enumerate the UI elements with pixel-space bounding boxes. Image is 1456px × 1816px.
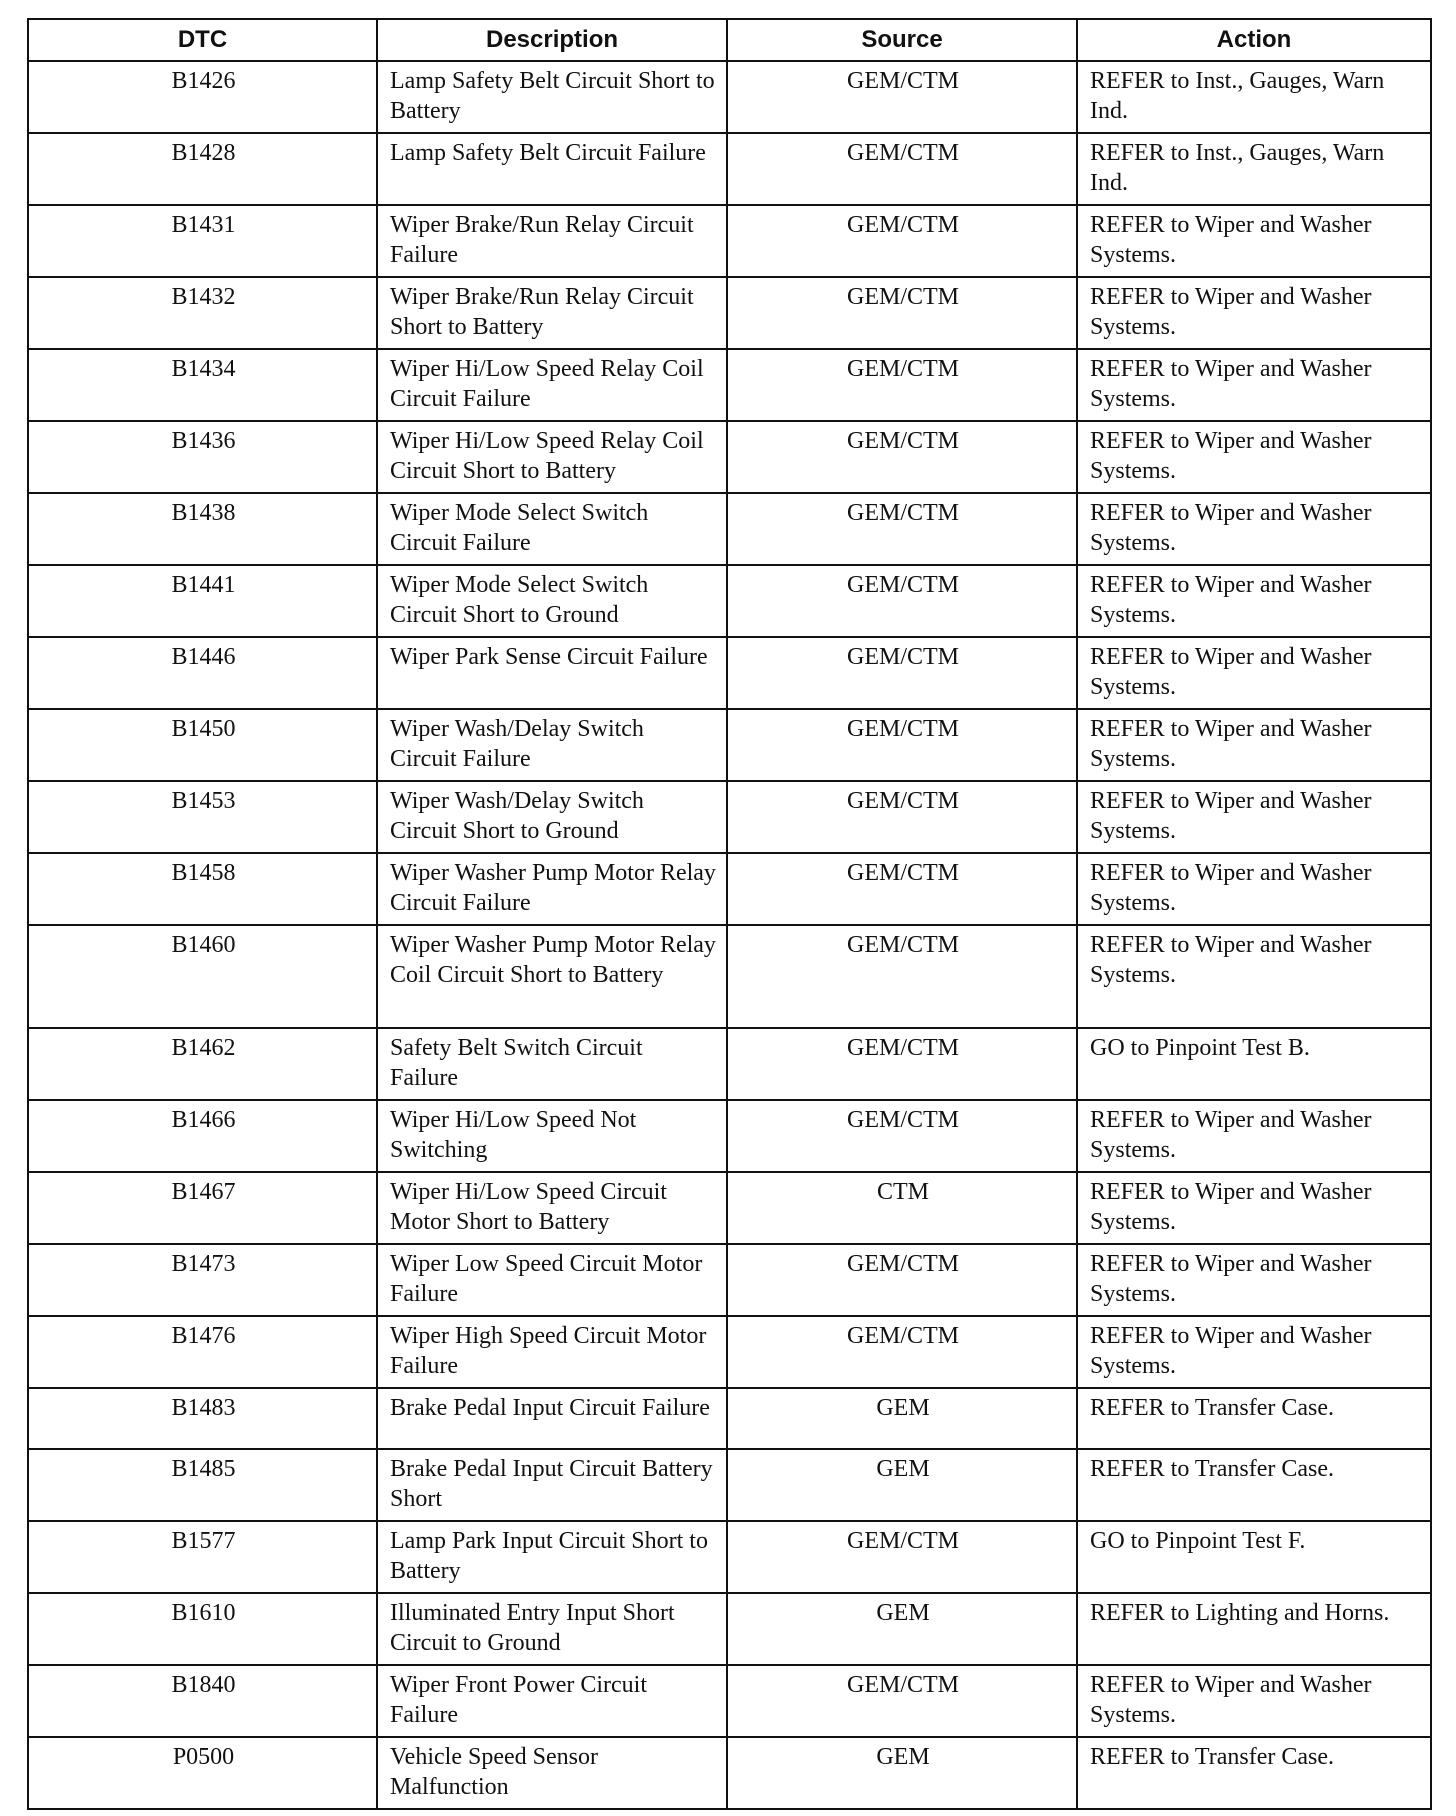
dtc-code-cell: B1610 bbox=[28, 1593, 377, 1665]
action-cell: REFER to Wiper and Washer Systems. bbox=[1077, 205, 1431, 277]
source-cell: GEM bbox=[727, 1449, 1077, 1521]
table-row bbox=[28, 1388, 1431, 1449]
dtc-code-cell: B1483 bbox=[28, 1388, 377, 1449]
source-cell: GEM/CTM bbox=[727, 133, 1077, 205]
dtc-code-cell: B1426 bbox=[28, 61, 377, 133]
header-source: Source bbox=[727, 19, 1077, 61]
dtc-code-cell: P0500 bbox=[28, 1737, 377, 1809]
table-row bbox=[28, 1521, 1431, 1593]
dtc-table-sheet bbox=[27, 18, 1430, 1810]
dtc-code-cell: B1428 bbox=[28, 133, 377, 205]
action-cell: REFER to Wiper and Washer Systems. bbox=[1077, 925, 1431, 1028]
dtc-code-cell: B1453 bbox=[28, 781, 377, 853]
dtc-code-cell: B1446 bbox=[28, 637, 377, 709]
action-cell: REFER to Wiper and Washer Systems. bbox=[1077, 349, 1431, 421]
source-cell: GEM/CTM bbox=[727, 781, 1077, 853]
table-row bbox=[28, 1172, 1431, 1244]
action-cell: REFER to Wiper and Washer Systems. bbox=[1077, 1665, 1431, 1737]
action-cell: REFER to Inst., Gauges, Warn Ind. bbox=[1077, 133, 1431, 205]
description-cell: Wiper Mode Select Switch Circuit Failure bbox=[377, 493, 727, 565]
table-row bbox=[28, 205, 1431, 277]
table-row bbox=[28, 1316, 1431, 1388]
source-cell: GEM/CTM bbox=[727, 925, 1077, 1028]
action-cell: REFER to Wiper and Washer Systems. bbox=[1077, 1100, 1431, 1172]
action-cell: REFER to Wiper and Washer Systems. bbox=[1077, 421, 1431, 493]
description-cell: Lamp Safety Belt Circuit Failure bbox=[377, 133, 727, 205]
description-cell: Wiper Washer Pump Motor Relay Circuit Failure bbox=[377, 853, 727, 925]
source-cell: GEM bbox=[727, 1388, 1077, 1449]
table-row bbox=[28, 925, 1431, 1028]
dtc-code-cell: B1432 bbox=[28, 277, 377, 349]
description-cell: Illuminated Entry Input Short Circuit to Ground bbox=[377, 1593, 727, 1665]
action-cell: REFER to Wiper and Washer Systems. bbox=[1077, 277, 1431, 349]
action-cell: REFER to Transfer Case. bbox=[1077, 1737, 1431, 1809]
description-cell: Wiper Low Speed Circuit Motor Failure bbox=[377, 1244, 727, 1316]
table-row bbox=[28, 1593, 1431, 1665]
action-cell: REFER to Transfer Case. bbox=[1077, 1449, 1431, 1521]
description-cell: Wiper Wash/Delay Switch Circuit Short to Ground bbox=[377, 781, 727, 853]
table-row bbox=[28, 853, 1431, 925]
action-cell: GO to Pinpoint Test B. bbox=[1077, 1028, 1431, 1100]
dtc-code-cell: B1473 bbox=[28, 1244, 377, 1316]
dtc-code-cell: B1434 bbox=[28, 349, 377, 421]
dtc-code-cell: B1577 bbox=[28, 1521, 377, 1593]
dtc-code-cell: B1436 bbox=[28, 421, 377, 493]
description-cell: Wiper High Speed Circuit Motor Failure bbox=[377, 1316, 727, 1388]
source-cell: GEM bbox=[727, 1593, 1077, 1665]
action-cell: REFER to Wiper and Washer Systems. bbox=[1077, 637, 1431, 709]
description-cell: Brake Pedal Input Circuit Failure bbox=[377, 1388, 727, 1449]
source-cell: GEM/CTM bbox=[727, 709, 1077, 781]
source-cell: GEM/CTM bbox=[727, 493, 1077, 565]
description-cell: Lamp Park Input Circuit Short to Battery bbox=[377, 1521, 727, 1593]
dtc-code-cell: B1476 bbox=[28, 1316, 377, 1388]
header-description: Description bbox=[377, 19, 727, 61]
action-cell: REFER to Wiper and Washer Systems. bbox=[1077, 709, 1431, 781]
table-row bbox=[28, 421, 1431, 493]
source-cell: GEM/CTM bbox=[727, 1244, 1077, 1316]
description-cell: Wiper Washer Pump Motor Relay Coil Circuit Short to Battery bbox=[377, 925, 727, 1028]
table-row bbox=[28, 61, 1431, 133]
description-cell: Wiper Mode Select Switch Circuit Short to Ground bbox=[377, 565, 727, 637]
action-cell: REFER to Wiper and Washer Systems. bbox=[1077, 853, 1431, 925]
description-cell: Wiper Hi/Low Speed Not Switching bbox=[377, 1100, 727, 1172]
dtc-table bbox=[27, 18, 1432, 1810]
action-cell: GO to Pinpoint Test F. bbox=[1077, 1521, 1431, 1593]
description-cell: Wiper Hi/Low Speed Relay Coil Circuit Short to Battery bbox=[377, 421, 727, 493]
dtc-code-cell: B1840 bbox=[28, 1665, 377, 1737]
source-cell: GEM bbox=[727, 1737, 1077, 1809]
description-cell: Wiper Hi/Low Speed Circuit Motor Short to Battery bbox=[377, 1172, 727, 1244]
table-row bbox=[28, 781, 1431, 853]
source-cell: GEM/CTM bbox=[727, 853, 1077, 925]
source-cell: GEM/CTM bbox=[727, 61, 1077, 133]
source-cell: GEM/CTM bbox=[727, 565, 1077, 637]
source-cell: GEM/CTM bbox=[727, 1665, 1077, 1737]
source-cell: GEM/CTM bbox=[727, 205, 1077, 277]
action-cell: REFER to Wiper and Washer Systems. bbox=[1077, 493, 1431, 565]
source-cell: GEM/CTM bbox=[727, 1316, 1077, 1388]
action-cell: REFER to Wiper and Washer Systems. bbox=[1077, 1244, 1431, 1316]
action-cell: REFER to Transfer Case. bbox=[1077, 1388, 1431, 1449]
table-row bbox=[28, 1737, 1431, 1809]
source-cell: GEM/CTM bbox=[727, 421, 1077, 493]
action-cell: REFER to Wiper and Washer Systems. bbox=[1077, 1316, 1431, 1388]
description-cell: Wiper Wash/Delay Switch Circuit Failure bbox=[377, 709, 727, 781]
dtc-code-cell: B1485 bbox=[28, 1449, 377, 1521]
table-row bbox=[28, 493, 1431, 565]
table-header bbox=[28, 19, 1431, 61]
table-row bbox=[28, 133, 1431, 205]
action-cell: REFER to Wiper and Washer Systems. bbox=[1077, 565, 1431, 637]
table-row bbox=[28, 1244, 1431, 1316]
table-row bbox=[28, 1100, 1431, 1172]
table-row bbox=[28, 1449, 1431, 1521]
source-cell: GEM/CTM bbox=[727, 637, 1077, 709]
description-cell: Safety Belt Switch Circuit Failure bbox=[377, 1028, 727, 1100]
dtc-code-cell: B1441 bbox=[28, 565, 377, 637]
table-row bbox=[28, 637, 1431, 709]
dtc-code-cell: B1462 bbox=[28, 1028, 377, 1100]
source-cell: CTM bbox=[727, 1172, 1077, 1244]
dtc-code-cell: B1450 bbox=[28, 709, 377, 781]
description-cell: Wiper Park Sense Circuit Failure bbox=[377, 637, 727, 709]
source-cell: GEM/CTM bbox=[727, 349, 1077, 421]
action-cell: REFER to Inst., Gauges, Warn Ind. bbox=[1077, 61, 1431, 133]
dtc-code-cell: B1467 bbox=[28, 1172, 377, 1244]
source-cell: GEM/CTM bbox=[727, 1100, 1077, 1172]
description-cell: Lamp Safety Belt Circuit Short to Battery bbox=[377, 61, 727, 133]
action-cell: REFER to Wiper and Washer Systems. bbox=[1077, 781, 1431, 853]
description-cell: Wiper Brake/Run Relay Circuit Short to Battery bbox=[377, 277, 727, 349]
description-cell: Brake Pedal Input Circuit Battery Short bbox=[377, 1449, 727, 1521]
table-body bbox=[28, 61, 1431, 1809]
header-dtc: DTC bbox=[28, 19, 377, 61]
source-cell: GEM/CTM bbox=[727, 277, 1077, 349]
action-cell: REFER to Lighting and Horns. bbox=[1077, 1593, 1431, 1665]
action-cell: REFER to Wiper and Washer Systems. bbox=[1077, 1172, 1431, 1244]
dtc-code-cell: B1466 bbox=[28, 1100, 377, 1172]
table-row bbox=[28, 1028, 1431, 1100]
dtc-code-cell: B1460 bbox=[28, 925, 377, 1028]
header-row bbox=[28, 19, 1431, 61]
table-row bbox=[28, 277, 1431, 349]
description-cell: Vehicle Speed Sensor Malfunction bbox=[377, 1737, 727, 1809]
header-action: Action bbox=[1077, 19, 1431, 61]
table-row bbox=[28, 1665, 1431, 1737]
table-row bbox=[28, 565, 1431, 637]
dtc-code-cell: B1438 bbox=[28, 493, 377, 565]
source-cell: GEM/CTM bbox=[727, 1028, 1077, 1100]
description-cell: Wiper Brake/Run Relay Circuit Failure bbox=[377, 205, 727, 277]
description-cell: Wiper Front Power Circuit Failure bbox=[377, 1665, 727, 1737]
source-cell: GEM/CTM bbox=[727, 1521, 1077, 1593]
description-cell: Wiper Hi/Low Speed Relay Coil Circuit Failure bbox=[377, 349, 727, 421]
table-row bbox=[28, 349, 1431, 421]
dtc-code-cell: B1458 bbox=[28, 853, 377, 925]
table-row bbox=[28, 709, 1431, 781]
dtc-code-cell: B1431 bbox=[28, 205, 377, 277]
